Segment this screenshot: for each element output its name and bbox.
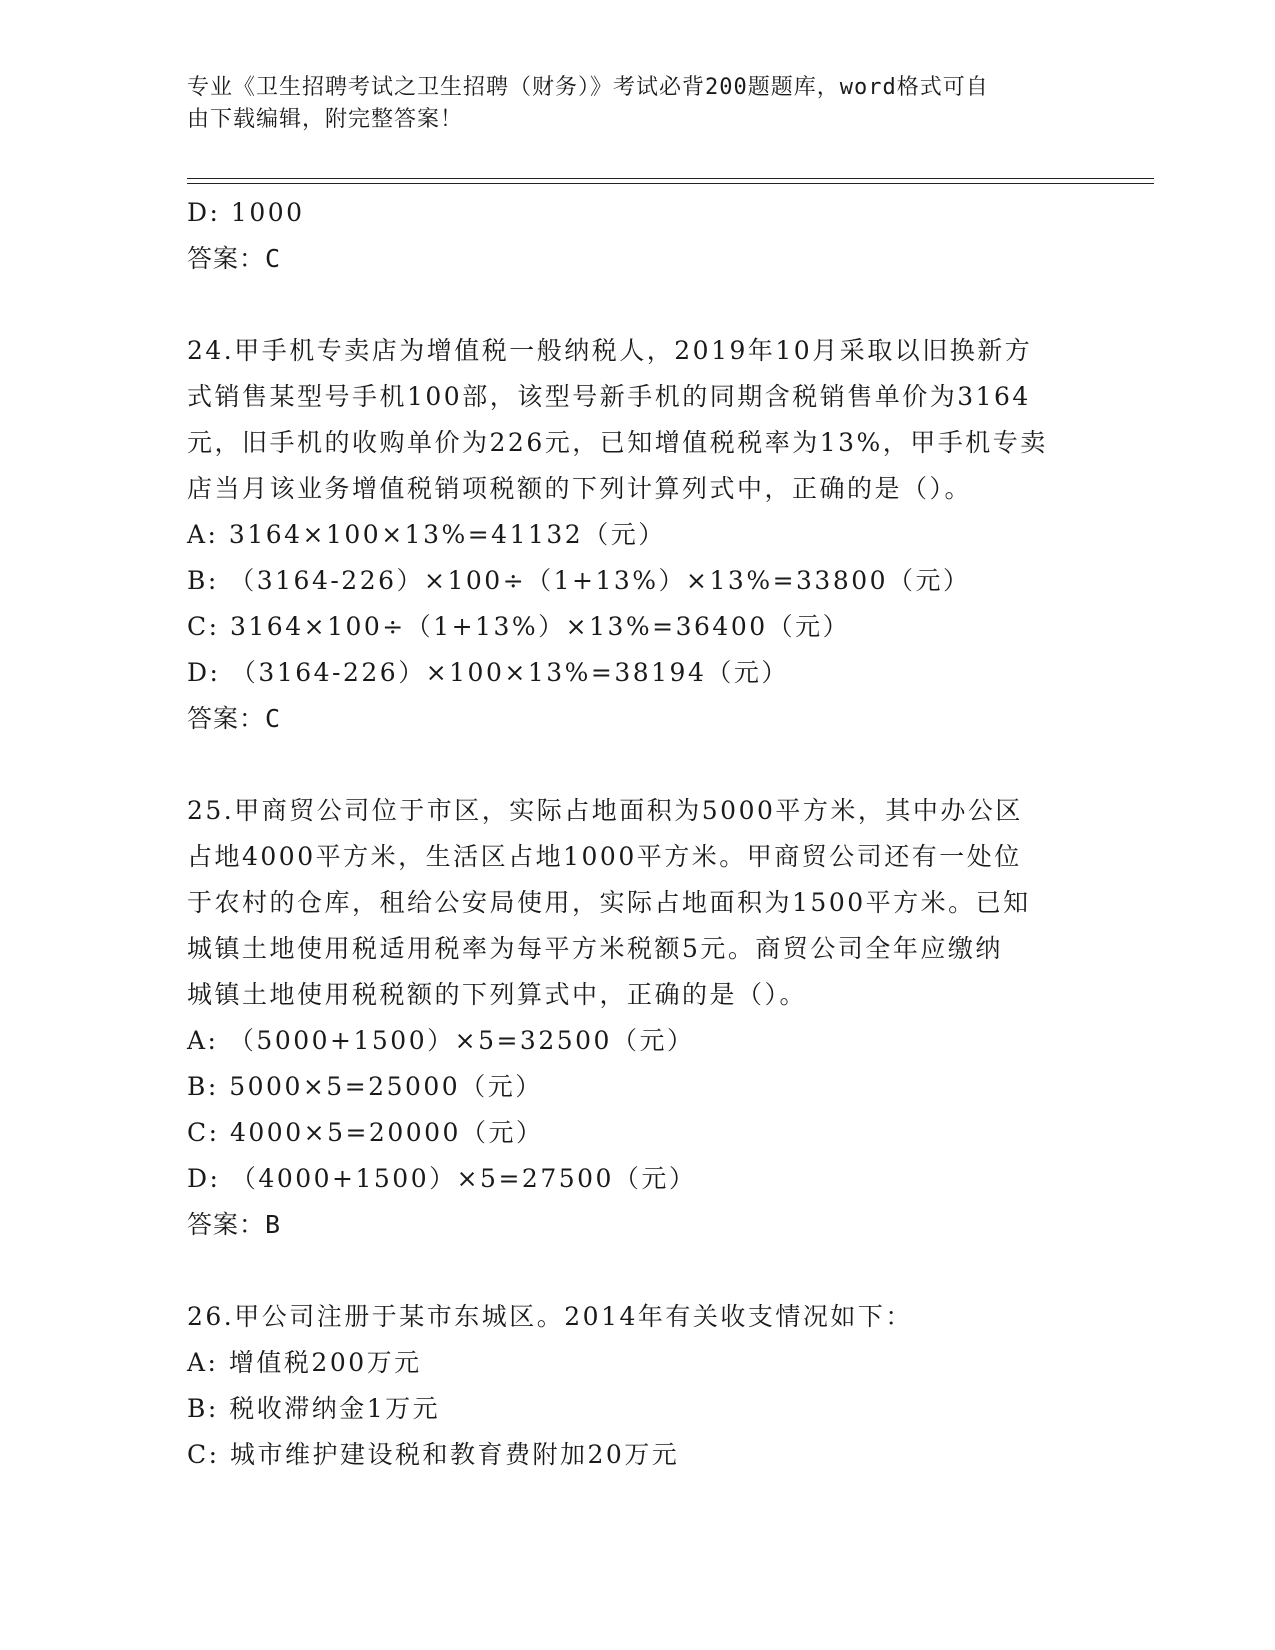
- q25-option-a: A: （5000+1500）×5=32500（元）: [187, 1026, 695, 1055]
- q25-stem-line: 城镇土地使用税适用税率为每平方米税额5元。商贸公司全年应缴纳: [187, 934, 1003, 963]
- q25-option-d: D: （4000+1500）×5=27500（元）: [187, 1164, 697, 1193]
- q25-stem-line: 于农村的仓库，租给公安局使用，实际占地面积为1500平方米。已知: [187, 888, 1031, 917]
- q25-answer: 答案：B: [187, 1210, 282, 1239]
- q24-stem-line: 元，旧手机的收购单价为226元，已知增值税税率为13%，甲手机专卖: [187, 428, 1048, 457]
- q24-option-d: D: （3164-226）×100×13%=38194（元）: [187, 658, 789, 687]
- header-line-1: 专业《卫生招聘考试之卫生招聘（财务）》考试必背200题题库，word格式可自: [187, 75, 989, 100]
- q25-option-b: B: 5000×5=25000（元）: [187, 1072, 543, 1101]
- document-body: [187, 190, 1087, 1478]
- question-25: [187, 788, 1087, 1248]
- question-24: [187, 328, 1087, 742]
- q25-stem-line: 占地4000平方米，生活区占地1000平方米。甲商贸公司还有一处位: [187, 842, 1022, 871]
- q25-option-c: C: 4000×5=20000（元）: [187, 1118, 544, 1147]
- header-line-2: 由下载编辑，附完整答案！: [187, 107, 464, 132]
- q24-option-c: C: 3164×100÷（1+13%）×13%=36400（元）: [187, 612, 851, 641]
- document-header: [187, 72, 1067, 136]
- q26-option-c: C: 城市维护建设税和教育费附加20万元: [187, 1440, 680, 1469]
- q25-stem-line: 城镇土地使用税税额的下列算式中，正确的是（）。: [187, 980, 808, 1009]
- q26-option-b: B: 税收滞纳金1万元: [187, 1394, 441, 1423]
- prev-option-d: D: 1000: [187, 198, 305, 227]
- q25-stem-line: 25.甲商贸公司位于市区，实际占地面积为5000平方米，其中办公区: [187, 796, 1023, 825]
- q26-option-a: A: 增值税200万元: [187, 1348, 422, 1377]
- header-rule-bottom: [187, 183, 1154, 184]
- q24-stem-line: 式销售某型号手机100部，该型号新手机的同期含税销售单价为3164: [187, 382, 1031, 411]
- header-rule-top: [187, 178, 1154, 179]
- question-26: [187, 1294, 1087, 1478]
- q24-stem-line: 店当月该业务增值税销项税额的下列计算列式中，正确的是（）。: [187, 474, 973, 503]
- prev-answer: 答案：C: [187, 244, 282, 273]
- q24-option-b: B: （3164-226）×100÷（1+13%）×13%=33800（元）: [187, 566, 971, 595]
- q26-stem-line: 26.甲公司注册于某市东城区。2014年有关收支情况如下：: [187, 1302, 913, 1331]
- q24-option-a: A: 3164×100×13%=41132（元）: [187, 520, 666, 549]
- q24-stem-line: 24.甲手机专卖店为增值税一般纳税人，2019年10月采取以旧换新方: [187, 336, 1033, 365]
- q24-answer: 答案：C: [187, 704, 282, 733]
